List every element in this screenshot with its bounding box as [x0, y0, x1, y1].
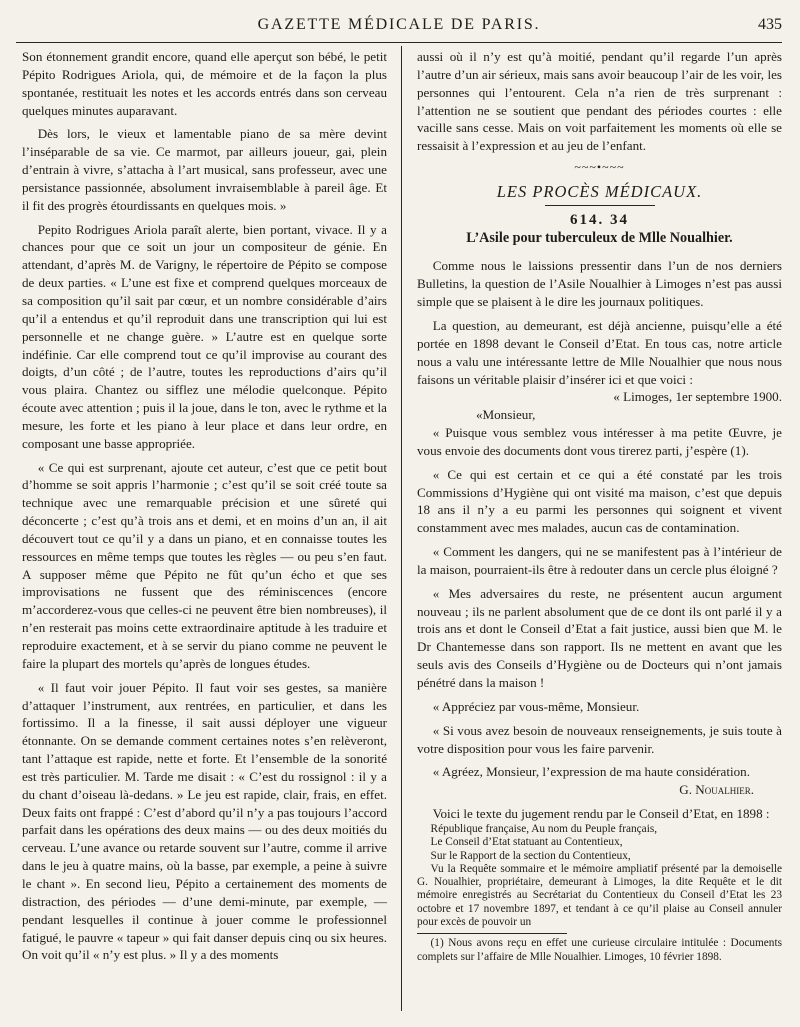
body-paragraph: Comme nous le laissions pressentir dans l’un de nos derniers Bulletins, la question de l’Asile Noualhier à Limoges n’est pas aussi simple que se plaisent à le dire les journaux politiques.: [417, 258, 782, 310]
header-rule: [16, 42, 782, 43]
continuation-paragraph: aussi où il n’y est qu’à moitié, pendant qu’il regarde l’un après l’autre d’un air sérieux, mais sans avoir beaucoup l’air de les voir, les personnes qui l’entourent. Cela n’a rien de très surprenant : l’attention ne se soutient que pendant des périodes courtes : elle vacille sans cesse. Mais on voit parfaitement les moments où elle se ressaisit à l’expression et au jeu de l’enfant.: [417, 49, 782, 154]
footnote: (1) Nous avons reçu en effet une curieuse circulaire intitulée : Documents complets sur l’affaire de Mlle Noualhier. Limoges, 10 février 1898.: [417, 937, 782, 963]
letter-paragraph: « Si vous avez besoin de nouveaux renseignements, je suis toute à votre disposition pour vous les faire parvenir.: [417, 722, 782, 756]
letter-signature: G. Noualhier.: [679, 782, 754, 798]
column-divider: [401, 46, 402, 1011]
letter-paragraph: « Ce qui est certain et ce qui a été constaté par les trois Commissions d’Hygiène qui ont visité ma maison, c’est que depuis 18 ans il n’y a eu parmi les personnes qui soignent et vivent constamment avec mes malades, aucun cas de contamination.: [417, 466, 782, 536]
body-paragraph: « Il faut voir jouer Pépito. Il faut voir ses gestes, sa manière d’attaquer l’instrument, aux rentrées, en particulier, et dans les fortissimo. Il a la finesse, il sait aussi déployer une vigueur étonnante. On se demande comment certaines notes s’en relèveront, tant l’attaque est rapide, nette et forte. Et l’ensemble de la sonorité est très particulier. M. Tarde me disait : « C’est du rossignol : il y a du chant d’oiseau là-dedans. » Le jeu est rapide, clair, frais, en effet. Deux faits ont frappé : C’est d’abord qu’il n’y a pas toujours l’accord parfait dans les opérations des deux mains — ou des deux moitiés du cerveau. L’une avance ou retarde souvent sur l’autre, comme il arrive dans le jeu à quatre mains, où la basse, par exemple, a peine à suivre le chant ». En second lieu, Pépito a certainement des moments de distraction, des périodes — d’une demi-minute, par exemple, — pendant lesquelles il continue à jouer comme le professionnel fatigué, le pauvre « tapeur » qui fait danser depuis cinq ou six heures. On voit qu’il « n’y est plus. » Il y a des moments: [22, 679, 387, 963]
section-title: LES PROCÈS MÉDICAUX.: [496, 181, 703, 201]
letter-paragraph: « Mes adversaires du reste, ne présentent aucun argument nouveau ; ils ne parlent absolument que de ce dont ils ont parlé il y a trois ans et dont le Conseil d’Etat a fait justice, aussi bien que M. le Dr Chantemesse dans son rapport. Ils ne mettent en avant que les seuls avis des Conseils d’Hygiène ou de Docteurs qui n’ont jamais pénétré dans la maison !: [417, 585, 782, 690]
right-column: [417, 48, 782, 964]
judgment-line: Le Conseil d’Etat statuant au Contentieux,: [430, 836, 623, 849]
judgment-intro: Voici le texte du jugement rendu par le Conseil d’Etat, en 1898 :: [432, 806, 770, 822]
page-header: [16, 14, 782, 40]
body-paragraph: Son étonnement grandit encore, quand elle aperçut son bébé, le petit Pépito Rodrigues Ariola, qui, de mémoire et de la façon la plus spontanée, restituait les notes et les accords entrés dans son cerveau quelques minutes auparavant.: [22, 49, 387, 118]
judgment-line: Sur le Rapport de la section du Contentieux,: [430, 849, 631, 862]
letter-paragraph: « Agréez, Monsieur, l’expression de ma haute considération.: [432, 764, 750, 780]
judgment-text: [417, 823, 782, 929]
letter-salutation: «Monsieur,: [475, 407, 536, 423]
footnote-rule: [417, 933, 567, 934]
judgment-paragraph: Vu la Requête sommaire et le mémoire ampliatif présenté par la demoiselle G. Noualhier, propriétaire, demeurant à Limoges, la dite Requête et le dit mémoire enregistrés au Secrétariat du Contentieux du Conseil d’Etat les 23 octobre et 17 novembre 1897, et tendant à ce qu’il plaise au Conseil annuler pour excès de pouvoir un: [417, 862, 782, 928]
letter-paragraph: « Comment les dangers, qui ne se manifestent pas à l’intérieur de la maison, pourraient-ils être à redouter dans un cercle plus éloigné ?: [417, 544, 782, 577]
body-paragraph: Pepito Rodrigues Ariola paraît alerte, bien portant, vivace. Il y a chances pour que ce soit un jour un compositeur de génie. En attendant, d’après M. de Varigny, le répertoire de Pépito se compose de deux parties. « L’une est fixe et comprend quelques morceaux de sa composition qu’il sait par cœur, et un nombre considérable d’airs qu’il a entendus et qu’il reproduit dans une transcription qui lui est personnelle et ne change guère. » L’autre est en quelque sorte indéfinie. Car elle comprend tout ce qu’il improvise au courant des doigts, d’un côté ; de l’autre, toutes les reproductions d’airs qu’il vous plaira. Chantez ou sifflez une mélodie quelconque. Pépito écoute avec attention ; puis il la joue, dans le ton, avec le rythme et la mesure, les forte et les piano à leur place et dans leur ordre, en composant une basse appropriée.: [22, 221, 387, 451]
letter-paragraph: « Puisque vous semblez vous intéresser à ma petite Œuvre, je vous envoie des documents dont vous tirerez parti, j’espère (1).: [417, 425, 782, 458]
reference-number: 614. 34: [570, 211, 629, 228]
body-paragraph: Dès lors, le vieux et lamentable piano de sa mère devint l’inséparable de sa vie. Ce marmot, par ailleurs joueur, gai, plein d’entrain à vivre, s’attacha à l’art musical, sans professeur, avec une persistance passionnée, absolument invraisemblable à pareil âge. Et il fit des progrès étourdissants en quelques mois. »: [22, 126, 387, 213]
judgment-line: République française, Au nom du Peuple français,: [430, 822, 658, 835]
body-paragraph: La question, au demeurant, est déjà ancienne, puisqu’elle a été portée en 1898 devant le Conseil d’Etat. En tous cas, notre article nous a valu une intéressante lettre de Mlle Noualhier que nous nous faisons un véritable plaisir d’insérer ici et que voici :: [417, 317, 782, 387]
running-title: GAZETTE MÉDICALE DE PARIS.: [257, 16, 541, 33]
letter-paragraph: « Appréciez par vous-même, Monsieur.: [432, 698, 640, 714]
page-number: 435: [758, 16, 782, 33]
body-paragraph: « Ce qui est surprenant, ajoute cet auteur, c’est que ce petit bout d’homme se soit appris l’harmonie ; c’est qu’il se soit créé toute sa technique avec une remarquable précision et une sûreté qui déconcerte ; c’est qu’à trois ans et demi, et en moins d’un an, il ait découvert tout ce qu’il y a dans un piano, et en connaisse toutes les ressources en même temps que toutes les règles — ou peu s’en faut. A supposer même que Pépito ne fût qu’un écho et que ses improvisations ne fussent que des réminiscences (encore m’accorderez-vous que celles-ci ne peuvent être bien nombreuses), il n’en resterait pas moins cette extraordinaire aptitude à les traduire et reproduire exactement, et à se servir du piano comme ne peuvent le faire la plupart des mortels qu’après de longues études.: [22, 459, 387, 671]
letter-place-date: « Limoges, 1er septembre 1900.: [613, 389, 782, 405]
article-title: L’Asile pour tuberculeux de Mlle Noualhier.: [466, 229, 733, 246]
ornament-divider: ~~~•~~~: [574, 160, 625, 175]
left-column: [22, 48, 387, 964]
section-rule: [545, 205, 655, 206]
